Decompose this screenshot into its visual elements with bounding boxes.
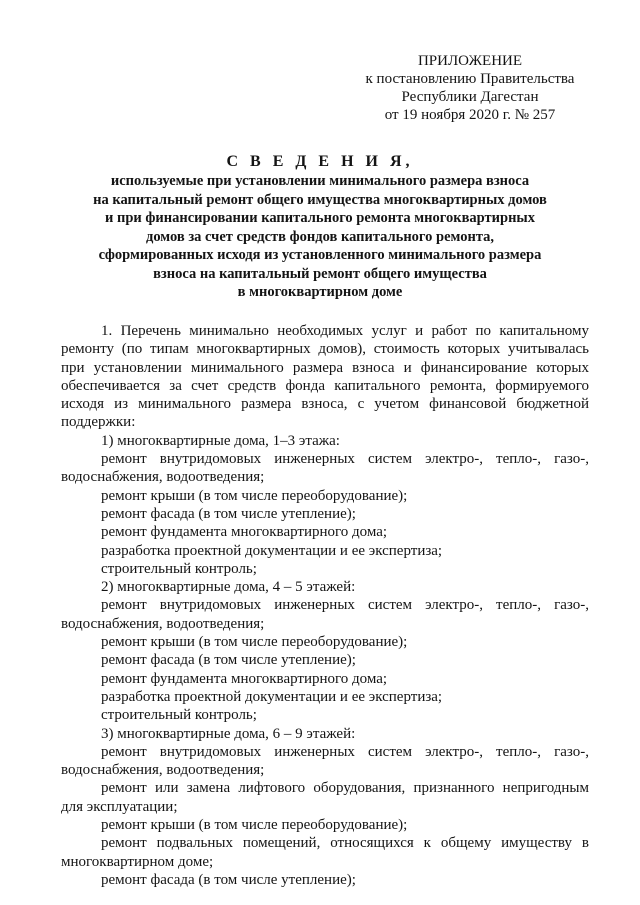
document-body <box>61 322 589 889</box>
body-line: обеспечивается за счет средств фонда капитального ремонта, формируемого <box>61 377 589 394</box>
list-item: ремонт фундамента многоквартирного дома; <box>101 670 388 687</box>
list-item: ремонт крыши (в том числе переоборудование); <box>101 487 408 504</box>
list-item: ремонт крыши (в том числе переоборудование); <box>101 634 408 651</box>
list-item: разработка проектной документации и ее экспертиза; <box>101 688 443 705</box>
list-item-continuation: водоснабжения, водоотведения; <box>61 615 265 632</box>
subtitle-line: сформированных исходя из установленного минимального размера <box>98 247 542 263</box>
list-item: ремонт крыши (в том числе переоборудование); <box>101 817 408 834</box>
list-item-continuation: водоснабжения, водоотведения; <box>61 762 265 779</box>
list-item: ремонт фасада (в том числе утепление); <box>101 505 356 522</box>
document-subtitle <box>40 172 600 302</box>
body-line: поддержки: <box>61 414 136 431</box>
list-item: строительный контроль; <box>101 707 257 724</box>
list-item: ремонт подвальных помещений, относящихся к общему имуществу в <box>101 835 589 852</box>
appendix-label: ПРИЛОЖЕНИЕ <box>417 53 523 69</box>
list-item: ремонт фасада (в том числе утепление); <box>101 652 356 669</box>
appendix-date-number: от 19 ноября 2020 г. № 257 <box>384 107 556 123</box>
appendix-ref-line: Республики Дагестан <box>401 89 539 105</box>
subtitle-line: взноса на капитальный ремонт общего имущества <box>153 265 487 282</box>
section-heading: 2) многоквартирные дома, 4 – 5 этажей: <box>101 579 356 596</box>
list-item: ремонт фасада (в том числе утепление); <box>101 871 356 888</box>
list-item: ремонт или замена лифтового оборудования, признанного непригодным <box>101 780 589 797</box>
appendix-ref-line: к постановлению Правительства <box>365 71 575 87</box>
body-line: ремонту (по типам многоквартирных домов), стоимость которых учитывалась <box>61 341 589 358</box>
section-heading: 1) многоквартирные дома, 1–3 этажа: <box>101 432 340 449</box>
subtitle-line: и при финансировании капитального ремонта многоквартирных <box>104 210 535 226</box>
appendix-header <box>350 52 590 124</box>
subtitle-line: используемые при установлении минимального размера взноса <box>110 173 530 189</box>
subtitle-line: в многоквартирном доме <box>237 284 403 300</box>
list-item: разработка проектной документации и ее экспертиза; <box>101 542 443 559</box>
list-item: ремонт фундамента многоквартирного дома; <box>101 524 388 541</box>
list-item: ремонт внутридомовых инженерных систем электро-, тепло-, газо-, <box>101 451 589 468</box>
body-line: 1. Перечень минимально необходимых услуг и работ по капитальному <box>101 323 589 339</box>
list-item: ремонт внутридомовых инженерных систем электро-, тепло-, газо-, <box>101 743 589 760</box>
list-item-continuation: многоквартирном доме; <box>61 853 214 870</box>
list-item-continuation: для эксплуатации; <box>61 798 178 815</box>
list-item-continuation: водоснабжения, водоотведения; <box>61 469 265 486</box>
section-heading: 3) многоквартирные дома, 6 – 9 этажей: <box>101 725 356 742</box>
subtitle-line: домов за счет средств фондов капитального ремонта, <box>145 228 494 245</box>
list-item: ремонт внутридомовых инженерных систем электро-, тепло-, газо-, <box>101 597 589 614</box>
document-title: С В Е Д Е Н И Я, <box>226 153 414 170</box>
body-line: при установлении минимального размера взноса и финансирование которых <box>61 359 589 376</box>
body-line: исходя из минимального размера взноса, с учетом финансовой бюджетной <box>61 396 589 413</box>
subtitle-line: на капитальный ремонт общего имущества многоквартирных домов <box>93 191 547 208</box>
list-item: строительный контроль; <box>101 560 257 577</box>
document-title-block <box>40 152 600 302</box>
